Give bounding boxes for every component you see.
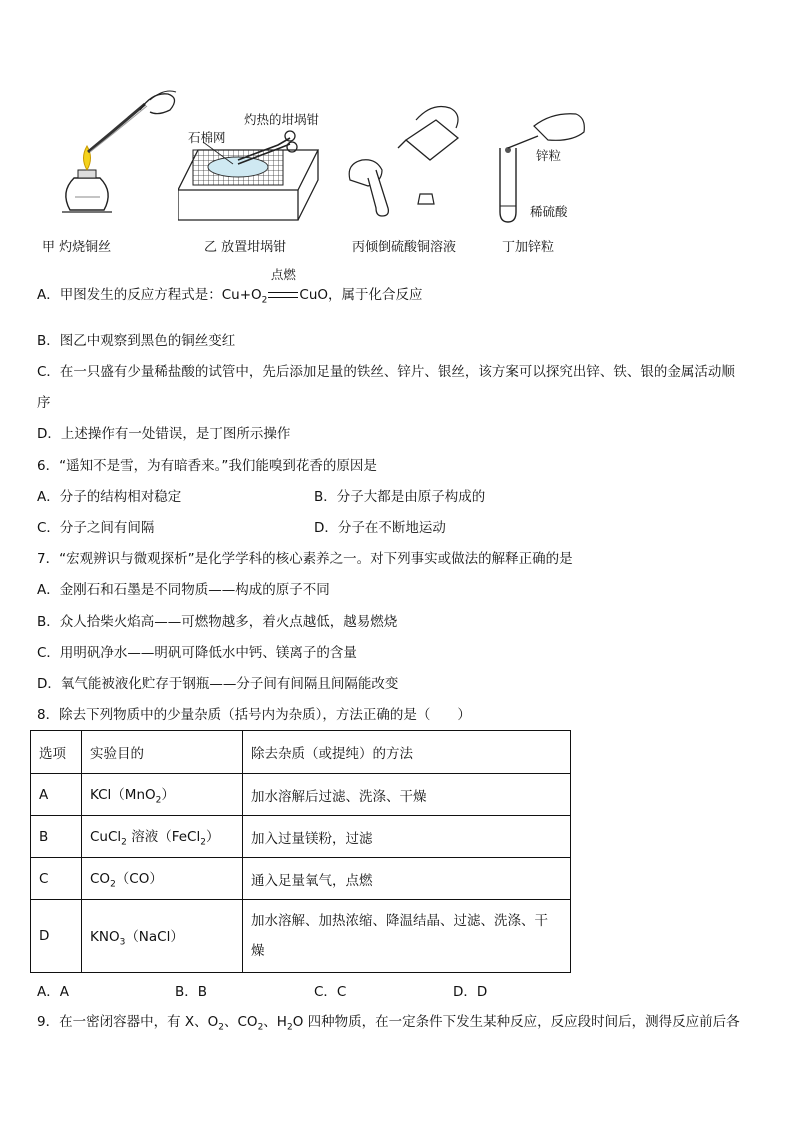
figure-ding-caption: 丁加锌粒 bbox=[502, 240, 555, 255]
q6-option-c: C．分子之间有间隔 bbox=[37, 520, 155, 536]
table-cell-target: $CO_2(CO)$ bbox=[82, 858, 243, 900]
table-row bbox=[31, 774, 571, 816]
table-header-row bbox=[31, 731, 571, 774]
table-cell-method: 加入过量镁粉，过滤 bbox=[243, 816, 571, 858]
figure-bing-caption: 丙倾倒硫酸铜溶液 bbox=[352, 240, 457, 255]
q8-answer-d: D．D bbox=[453, 984, 488, 1000]
q6-stem: 6．“遥知不是雪，为有暗香来。”我们能嗅到花香的原因是 bbox=[37, 458, 377, 474]
q8-answer-b: B．B bbox=[175, 984, 208, 1000]
table-header-cell: 选项 bbox=[31, 731, 82, 774]
table-row bbox=[31, 858, 571, 900]
q6-option-b: B．分子大都是由原子构成的 bbox=[314, 489, 486, 505]
q8-stem: 8．除去下列物质中的少量杂质（括号内为杂质），方法正确的是（ ） bbox=[37, 707, 471, 723]
table-cell-method: 加水溶解、加热浓缩、降温结晶、过滤、洗涤、干 燥 bbox=[243, 900, 571, 973]
table-row bbox=[31, 900, 571, 973]
q8-answer-c: C．C bbox=[314, 984, 347, 1000]
figure-jia-burning-copper bbox=[40, 82, 190, 232]
table-header-cell: 除去杂质（或提纯）的方法 bbox=[243, 731, 571, 774]
q6-option-d: D．分子在不断地运动 bbox=[314, 520, 446, 536]
table-cell-option: D bbox=[31, 900, 82, 973]
q5-option-c-line1: C．在一只盛有少量稀盐酸的试管中，先后添加足量的铁丝、锌片、银丝，该方案可以探究出锌、铁、银的金属活动顺 bbox=[37, 364, 735, 380]
figure-yi-label-tongs: 灼热的坩埚钳 bbox=[244, 112, 320, 127]
table-cell-target: KCl（MnO$_2$） bbox=[82, 774, 243, 816]
table-row bbox=[31, 816, 571, 858]
q6-option-a: A．分子的结构相对稳定 bbox=[37, 489, 182, 505]
figure-ding-label-zinc: 锌粒 bbox=[536, 148, 562, 163]
q5-option-b: B．图乙中观察到黑色的铜丝变红 bbox=[37, 333, 236, 349]
figure-jia-caption: 甲 灼烧铜丝 bbox=[42, 240, 112, 255]
table-cell-option: A bbox=[31, 774, 82, 816]
table-header-cell: 实验目的 bbox=[82, 731, 243, 774]
q7-stem: 7．“宏观辨识与微观探析”是化学学科的核心素养之一。对下列事实或做法的解释正确的是 bbox=[37, 551, 573, 567]
figure-ding-label-acid: 稀硫酸 bbox=[530, 204, 568, 219]
q7-option-b: B．众人拾柴火焰高——可燃物越多，着火点越低，越易燃烧 bbox=[37, 614, 398, 630]
q8-answer-a: A．A bbox=[37, 984, 69, 1000]
q8-options-table bbox=[30, 730, 571, 973]
q7-option-d: D．氧气能被液化贮存于钢瓶——分子间有间隔且间隔能改变 bbox=[37, 676, 399, 692]
table-cell-option: C bbox=[31, 858, 82, 900]
table-cell-method: 通入足量氧气，点燃 bbox=[243, 858, 571, 900]
figure-bing-pouring-solution bbox=[346, 100, 466, 225]
q7-option-a: A．金刚石和石墨是不同物质——构成的原子不同 bbox=[37, 582, 330, 598]
q7-option-c: C．用明矾净水——明矾可降低水中钙、镁离子的含量 bbox=[37, 645, 357, 661]
table-cell-method: 加水溶解后过滤、洗涤、干燥 bbox=[243, 774, 571, 816]
q5-option-a: A．甲图发生的反应方程式是：$Cu+O_2$ 点燃 CuO，属于化合反应 bbox=[37, 267, 423, 306]
q5-option-c-line2: 序 bbox=[37, 395, 51, 411]
figure-yi-label-mesh: 石棉网 bbox=[188, 130, 226, 145]
q5-option-d: D．上述操作有一处错误，是丁图所示操作 bbox=[37, 426, 291, 442]
table-cell-target: $KNO_3(NaCl)$ bbox=[82, 900, 243, 973]
reaction-condition: 点燃 bbox=[268, 285, 298, 305]
q9-stem: 9．在一密闭容器中，有 X、$O_2$、$CO_2$、$H_2O$ 四种物质，在一定条件下发生某种反应，反应段时间后，测得反应前后各 bbox=[37, 1014, 740, 1033]
table-cell-target: CuCl$_2$ 溶液（FeCl$_2$） bbox=[82, 816, 243, 858]
table-cell-option: B bbox=[31, 816, 82, 858]
figure-yi-caption: 乙 放置坩埚钳 bbox=[204, 240, 287, 255]
